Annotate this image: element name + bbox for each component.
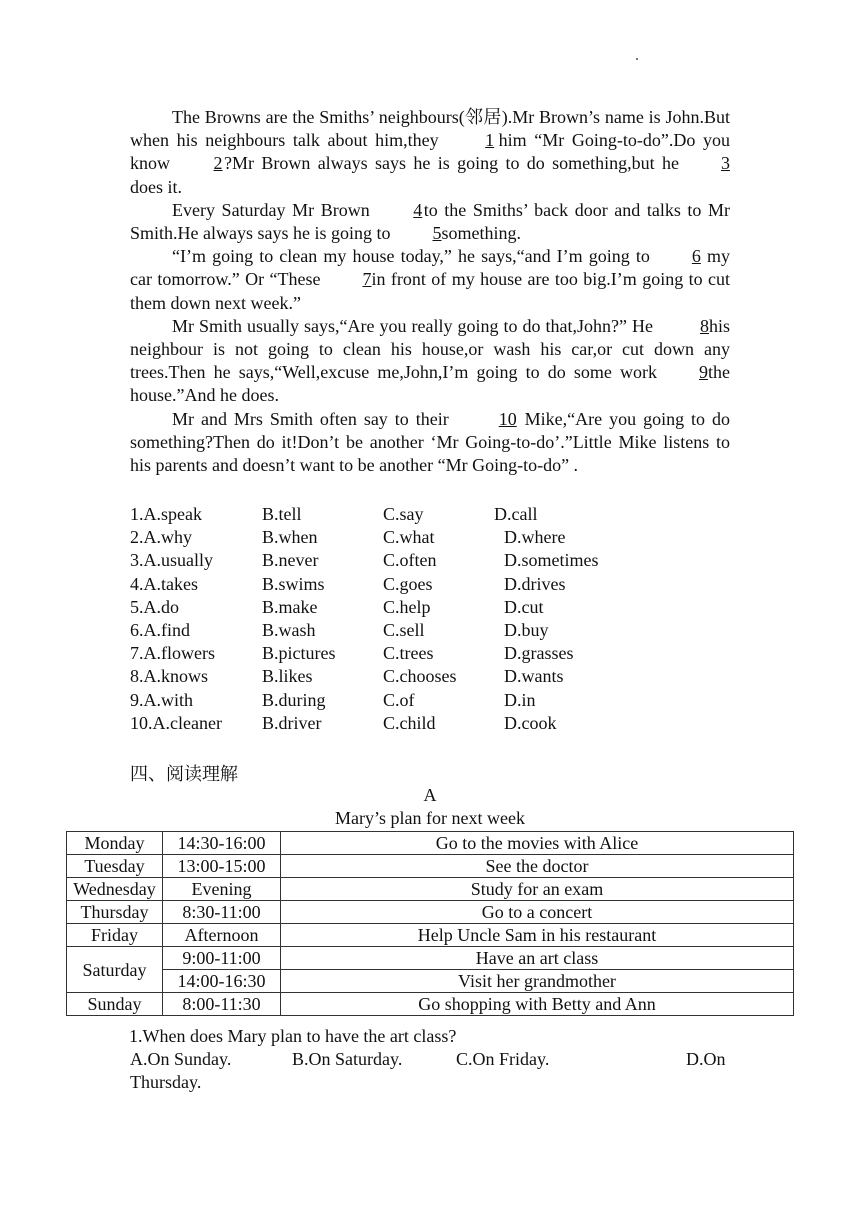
option-choice[interactable]: B.never — [262, 550, 319, 571]
blank-4[interactable]: 4 — [413, 199, 423, 220]
option-choice[interactable]: 3.A.usually — [130, 550, 213, 571]
option-choice[interactable]: D.in — [504, 689, 536, 710]
passage-text: The Browns are the Smiths’ neighbours(邻居).Mr Brown’s name is John.But when his neighbours talk about him,they — [130, 107, 730, 151]
passage-text: ?Mr Brown always says he is going to do something,but he — [224, 153, 679, 174]
option-row — [130, 642, 650, 665]
table-row — [67, 924, 794, 947]
day-cell: Monday — [67, 832, 163, 855]
option-row — [130, 619, 650, 642]
option-choice[interactable]: C.of — [383, 689, 415, 710]
activity-cell: See the doctor — [281, 855, 794, 878]
activity-cell: Have an art class — [281, 947, 794, 970]
choice-overflow: Thursday. — [130, 1072, 202, 1093]
option-choice[interactable]: B.when — [262, 527, 318, 548]
option-choice[interactable]: D.drives — [504, 573, 566, 594]
option-row — [130, 596, 650, 619]
option-choice[interactable]: D.wants — [504, 666, 564, 687]
option-choice[interactable]: C.help — [383, 596, 431, 617]
passage-text: does it. — [130, 176, 182, 197]
table-row — [67, 855, 794, 878]
option-choice[interactable]: 5.A.do — [130, 596, 179, 617]
time-cell: Evening — [163, 878, 281, 901]
blank-1[interactable]: 1 — [485, 130, 495, 151]
blank-10[interactable]: 10 — [498, 408, 517, 429]
time-cell: 8:30-11:00 — [163, 901, 281, 924]
activity-cell: Go to a concert — [281, 901, 794, 924]
page-dot — [636, 58, 638, 60]
table-row — [67, 970, 794, 993]
option-choice[interactable]: 6.A.find — [130, 619, 190, 640]
option-choice[interactable]: C.say — [383, 504, 424, 524]
option-choice[interactable]: B.make — [262, 596, 318, 617]
option-choice[interactable]: D.where — [504, 527, 566, 548]
option-choice[interactable]: B.tell — [262, 504, 302, 524]
part-label: A — [423, 785, 437, 805]
time-cell: 14:30-16:00 — [163, 832, 281, 855]
day-cell: Tuesday — [67, 855, 163, 878]
option-choice[interactable]: C.child — [383, 712, 436, 733]
blank-9[interactable]: 9 — [699, 362, 708, 383]
passage-text: my car tomorrow.” Or “These — [130, 246, 730, 290]
option-choice[interactable]: C.goes — [383, 573, 433, 594]
option-row — [130, 712, 650, 735]
day-cell: Saturday — [67, 947, 163, 993]
section-title: 四、阅读理解 — [130, 764, 238, 784]
table-row — [67, 947, 794, 970]
passage-paragraph — [130, 245, 730, 315]
option-choice[interactable]: 2.A.why — [130, 527, 192, 548]
table-title: Mary’s plan for next week — [335, 808, 525, 828]
passage-text: something. — [441, 223, 521, 244]
passage-text: to the Smiths’ back door and talks to Mr Smith.He always says he is going to — [130, 199, 730, 244]
day-cell: Wednesday — [67, 878, 163, 901]
question-choices — [130, 1048, 730, 1071]
passage-text: Mr and Mrs Smith often say to their — [172, 408, 456, 429]
passage-paragraph — [130, 199, 730, 245]
option-choice[interactable]: B.pictures — [262, 643, 336, 664]
option-choice[interactable]: 1.A.speak — [130, 504, 202, 524]
activity-cell: Help Uncle Sam in his restaurant — [281, 924, 794, 947]
option-choice[interactable]: D.cook — [504, 712, 557, 733]
activity-cell: Go to the movies with Alice — [281, 832, 794, 855]
passage-text: Mr Smith usually says,“Are you really going to do that,John?” He — [172, 315, 658, 336]
activity-cell: Study for an exam — [281, 878, 794, 901]
passage-text: Mike,“Are you going to do something?Then do it!Don’t be another ‘Mr Going-to-do’.”Little Mike listens to his parents and doesn’t want to be another “Mr Going-to-do” . — [130, 408, 730, 476]
table-row — [67, 832, 794, 855]
blank-5[interactable]: 5 — [432, 223, 442, 244]
time-cell: 9:00-11:00 — [163, 947, 281, 970]
passage-paragraph — [130, 106, 730, 199]
option-choice[interactable]: C.what — [383, 527, 435, 548]
option-choice[interactable]: B.driver — [262, 712, 322, 733]
option-choice[interactable]: B.likes — [262, 666, 313, 687]
option-row — [130, 526, 650, 549]
option-choice[interactable]: D.call — [494, 504, 538, 524]
option-choice[interactable]: B.wash — [262, 619, 316, 640]
cloze-passage — [130, 106, 730, 477]
plan-table — [66, 831, 794, 1016]
passage-text: “I’m going to clean my house today,” he says,“and I’m going to — [172, 246, 650, 267]
time-cell: 8:00-11:30 — [163, 993, 281, 1016]
time-cell: Afternoon — [163, 924, 281, 947]
option-choice[interactable]: D.cut — [504, 596, 544, 617]
option-choice[interactable]: 10.A.cleaner — [130, 712, 222, 733]
passage-text: Every Saturday Mr Brown — [172, 199, 370, 220]
blank-7[interactable]: 7 — [362, 269, 372, 290]
answer-choice[interactable]: D.On — [686, 1049, 726, 1070]
option-row — [130, 503, 650, 526]
option-choice[interactable]: 7.A.flowers — [130, 643, 215, 664]
option-row — [130, 549, 650, 572]
day-cell: Sunday — [67, 993, 163, 1016]
time-cell: 14:00-16:30 — [163, 970, 281, 993]
day-cell: Friday — [67, 924, 163, 947]
activity-cell: Go shopping with Betty and Ann — [281, 993, 794, 1016]
option-choice[interactable]: C.often — [383, 550, 437, 571]
table-row — [67, 878, 794, 901]
option-choice[interactable]: B.during — [262, 689, 326, 710]
option-row — [130, 689, 650, 712]
blank-3[interactable]: 3 — [721, 153, 730, 174]
table-row — [67, 993, 794, 1016]
option-row — [130, 573, 650, 596]
passage-text: the house.”And he does. — [130, 362, 730, 406]
passage-paragraph — [130, 408, 730, 478]
option-choice[interactable]: 9.A.with — [130, 689, 193, 710]
day-cell: Thursday — [67, 901, 163, 924]
option-choice[interactable]: C.chooses — [383, 666, 457, 687]
option-choice[interactable]: C.sell — [383, 619, 425, 640]
blank-6[interactable]: 6 — [691, 246, 701, 267]
option-choice[interactable]: B.swims — [262, 573, 325, 594]
answer-choice[interactable]: A.On Sunday. — [130, 1049, 232, 1070]
answer-choice[interactable]: C.On Friday. — [456, 1049, 550, 1070]
passage-text: his neighbour is not going to clean his house,or wash his car,or cut down any trees.Then he says,“Well,excuse me,John,I’m going to do some work — [130, 315, 730, 383]
passage-paragraph — [130, 315, 730, 408]
blank-2[interactable]: 2 — [213, 153, 223, 174]
time-cell: 13:00-15:00 — [163, 855, 281, 878]
passage-text: in front of my house are too big.I’m going to cut them down next week.” — [130, 269, 731, 313]
question-1 — [130, 1025, 730, 1095]
cloze-options — [130, 503, 650, 735]
passage-text: him “Mr Going-to-do”.Do you know — [130, 130, 730, 174]
option-choice[interactable]: D.grasses — [504, 643, 574, 664]
answer-choice[interactable]: B.On Saturday. — [292, 1049, 403, 1070]
activity-cell: Visit her grandmother — [281, 970, 794, 993]
blank-8[interactable]: 8 — [699, 315, 709, 336]
option-choice[interactable]: C.trees — [383, 643, 434, 664]
option-choice[interactable]: 8.A.knows — [130, 666, 209, 687]
option-choice[interactable]: D.buy — [504, 619, 549, 640]
option-choice[interactable]: 4.A.takes — [130, 573, 198, 594]
question-text: 1.When does Mary plan to have the art class? — [129, 1026, 457, 1046]
table-row — [67, 901, 794, 924]
option-choice[interactable]: D.sometimes — [504, 550, 599, 571]
option-row — [130, 665, 650, 688]
